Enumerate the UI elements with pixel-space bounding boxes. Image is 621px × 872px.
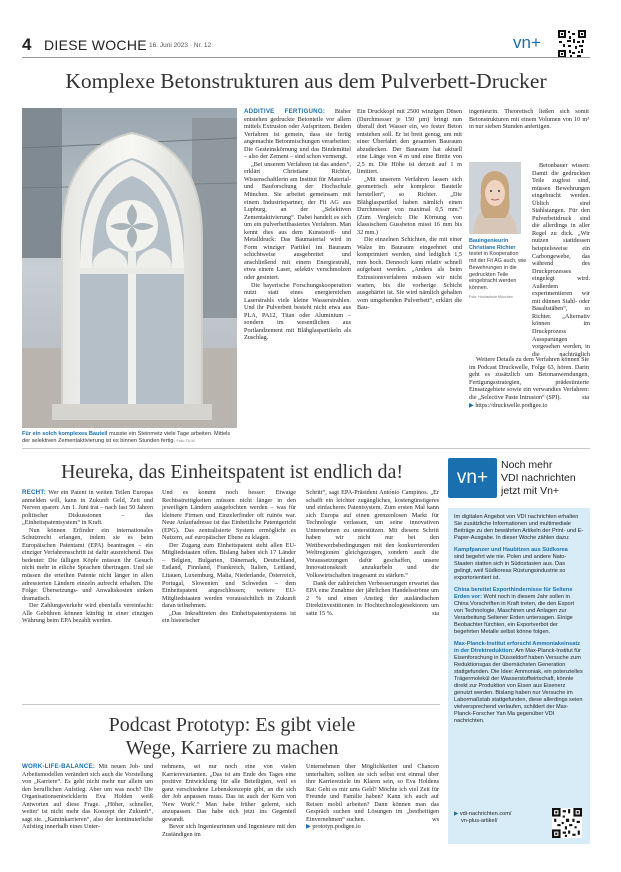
portrait-caption-text: testet in Kooperation mit der Fit AG auch, wie Bewehrungen in die gedruckten Teile eingebracht werden können. xyxy=(469,251,527,291)
sidebar-logo: vn+ xyxy=(456,467,489,488)
caption-lead: Für ein solch komplexes Bauteil xyxy=(22,431,108,437)
sidebar-item-1-text: sind begehrt wie nie. Polen und andere Nato-Staaten statten sich in Südostasien aus. Das gelingt, weil Südkoreas Rüstungsindustrie so exportorientiert ist. xyxy=(454,554,567,581)
sidebar-link-line2: vn-plus-artikel/ xyxy=(461,818,498,824)
sidebar-title-line1: Noch mehr xyxy=(501,459,553,471)
article1-col3-p1: ingenieurin. Theoretisch ließen sich somit Betonstrukturen mit einem Volumen von 10 m³ in nur sieben Stunden anfertigen. xyxy=(469,108,589,131)
article2-col2-p1: Und es kommt noch besser: Etwaige Rechtsstreitigkeiten müssen nicht länger in den jeweiligen Ländern ausgefochten werden – was für kleinere Firmen und Einzelerfinder oft ruinös war. Neue Anlaufadresse ist das Einheitliche Patentgericht (EPG). Das zentralisierte System ermöglicht es Nutzern, auf europäischer Ebene zu klagen. xyxy=(162,489,296,542)
article2-column3 xyxy=(306,489,439,617)
article1-col3-p3-text: Weitere Details zu dem Verfahren können Sie im Podcast Druckwelle, Folge 63, hören. Darin geht es zusätzlich um Betonanwendungen, Fertigungsstrategien, prädestinierte Einsatzgebiete sowie ein verwandtes Verfahren: die „Selective Paste Intrusion“ (SPI). xyxy=(469,356,589,401)
article2-kicker: RECHT: xyxy=(22,489,46,496)
article1-column3-bottom xyxy=(469,356,589,410)
sidebar-link[interactable] xyxy=(454,811,511,825)
article2-bottom-rule xyxy=(22,704,440,705)
article1-col2-p1: Ein Druckkopf mit 2500 winzigen Düsen (Durchmesser je 150 µm) bringt nun überall dort Wasser ein, wo fester Beton entstehen soll. Er ist breit genug, um mit einer Überfahrt den gesamten Bauraum abzudecken. Der Bauraum hat aktuell eine Länge von 4 m und eine Breite von 2,5 m. Die Höhe ist derzeit auf 1 m limitiert. xyxy=(357,108,462,176)
article1-col3-p2: Betonbauer wissen: Damit die gedruckten Teile zugfest sind, müssen Bewehrungen eingebracht werden. Üblich sind Stahlstangen. Für den Pulverbettdruck sind die allerdings in aller Regel zu dick. „Wir nutzen stattdessen beispielsweise ein Carbongewebe, das während des Druckprozesses eingelegt wird. Außerdem experimentieren wir mit dünnen Stahl- oder Basaltstäben“, so Richter. „Alternativ können im Druckprozess Aussparungen vorgesehen werden, in die nachträglich xyxy=(532,162,590,358)
sidebar-item-2-title: China bereitet Exporthindernisse für Seltene Erden vor: xyxy=(454,587,573,600)
article3-col3-p1-wrap xyxy=(306,763,439,823)
prototyp-link[interactable] xyxy=(306,823,439,831)
sidebar-panel xyxy=(448,508,590,844)
article1-col2-p3: Die einzelnen Schichten, die mit einer Walze im Bauraum eingeebnet und komprimiert werden, sind lediglich 1,5 mm hoch. Dennoch kann relativ schnell aufgebaut werden. „Anders als beim Extrusionsverfahren müssen wir nicht warten, bis die vorherige Schicht ausgehärtet ist. Sie wird nämlich gehalten vom umgebenden Pulverbett“, erklärt die Bau- xyxy=(357,236,462,312)
sidebar-item-3-text: Am Max-Planck-Institut für Eisenforschung in Düsseldorf haben Versuche zum Reduktionsgas der übernächsten Generation stattgefunden. Die Idee: Ammoniak, ein potenzielles Trägermolekül der Wasserstoffwirtschaft, könnte direkt zur Produktion von Eisen aus Eisenerz genutzt werden. Bislang haben nur Versuche im Labormaßstab stattgefunden, diese allerdings seien vielversprechend verlaufen, schildert der Max-Planck-Forscher Yan Ma gegenüber VDI nachrichten. xyxy=(454,648,583,724)
arrow-link-icon: ▶ xyxy=(454,811,460,817)
portrait-credit: Foto: Hochschule München xyxy=(469,294,513,299)
article1-col3-p3 xyxy=(469,356,589,401)
qr-code-header[interactable] xyxy=(558,30,586,58)
article2-col1-p3: Der Zahlungsverkehr wird ebenfalls vereinfacht: Alle Gebühren können künftig in einer einzigen Währung beim EPA bezahlt werden. xyxy=(22,602,153,625)
article1-column3-wrap xyxy=(532,162,590,358)
article1-col2-p2: „Mit unserem Verfahren lassen sich geometrisch sehr komplexe Bauteile herstellen“, so Richter. „Die Blähglaspartikel haben nämlich einen Durchmesser von maximal 0,5 mm.“ (Zum Vergleich: Die Körnung von klassischem Gussbeton misst 16 mm bis 32 mm.) xyxy=(357,175,462,236)
article1-column1 xyxy=(244,108,351,342)
vn-plus-logo: vn+ xyxy=(513,33,541,52)
qr-code-sidebar[interactable] xyxy=(552,808,582,838)
sidebar-item-1[interactable] xyxy=(454,547,584,582)
article1-signature: sta xyxy=(582,393,589,401)
article2-signature: sta xyxy=(432,609,439,617)
article2-col3-p1: Schritt“, sagt EPA-Präsident António Campinos. „Er schafft ein leichter zugängliches, kostengünstigeres und einfacheres Patentsystem. Zum ersten Mal kann sich Europa auf einen grenzenlosen Markt für Technologie verlassen, um seine innovativen Unternehmen zu unterstützen. Mit diesem Schritt haben wir nicht nur bei den Wettbewerbsbedingungen mit den konkurrierenden Weltregionen gleichgezogen, sondern auch die Voraussetzungen dafür geschaffen, unsere Innovationskraft anzukurbeln und die Volkswirtschaften insgesamt zu stärken.“ xyxy=(306,489,439,580)
article3-column1 xyxy=(22,763,153,831)
arrow-link-icon: ▶ xyxy=(306,823,313,831)
article3-col1-p1: Mit neuen Job- und Arbeitsmodellen verändert sich auch die Vorstellung von „Karriere“. Es geht nicht mehr nur allein um den beruflichen Aufstieg. Aber um was noch? Die Organisationsentwicklerin Eva Holden weiß Antworten auf diese Frage. „Höher, schneller, weiter' ist nicht mehr das Konzept der Zukunft“, sagt sie. „Kaminkarrieren“, also der kontinuierliche Aufstieg innerhalb eines Unter- xyxy=(22,763,153,831)
article3-headline-line2: Wege, Karriere zu machen xyxy=(125,737,339,759)
article3-col2-p2: Bevor sich Ingenieurinnen und Ingenieure mit den Zuständigen im xyxy=(162,823,296,838)
sidebar-item-2[interactable] xyxy=(454,587,584,636)
sidebar-item-3-title: Max-Planck-Institut erforscht Ammoniakeinsatz in der Direktreduktion: xyxy=(454,641,580,654)
sidebar-title-line2: VDI nachrichten xyxy=(501,472,576,484)
portrait-caption xyxy=(469,238,527,300)
article2-headline: Heureka, das Einheitspatent ist endlich da! xyxy=(60,461,404,483)
article3-col3-p1: Unternehmen über Möglichkeiten und Chancen unterhalten, sollten sie sich selbst erst einmal über ihre Karriereziele im Klaren sein, so Eva Holdens Rat: Geht es mir ums Geld? Möchte ich viel Zeit für Freunde und Familie haben? Kann ich auch auf Reisen mobil arbeiten? Dann können man das Gespräch suchen und Lösungen im „bestbeitigen Einvernehmen“ suchen. xyxy=(306,763,439,823)
article2-col1-p1: Wer ein Patent in weiten Teilen Europas anmelden will, kann in Zukunft Geld, Zeit und Nerven sparen: Am 1. Juni trat – nach fast 50 Jahren politischer Diskussionen – das „Einheitspatentsystem“ in Kraft. xyxy=(22,489,153,527)
portrait-photo xyxy=(469,162,521,234)
article1-column2 xyxy=(357,108,462,312)
article1-col1-p3: Die bayerische Forschungskooperation nutzt statt eines energiereichen Laserstrahls viele kleine Wasserstrahlen. Und ihr Pulverbett besteht nicht etwa aus PLA, PA12, Titan oder Aluminium – sondern im wesentlichen aus Portlandzement mit Blähglaspartikeln als Zuschlag. xyxy=(244,281,351,342)
article2-column2 xyxy=(162,489,296,625)
article3-column3 xyxy=(306,763,439,831)
sidebar-body xyxy=(454,514,584,730)
article3-col2-p1: nehmens, sei nur noch eine von vielen Karrierevarianten. „Das ist am Ende des Tages eine positive Entwicklung für alle Beteiligten, weil es ganz verschiedene Lebenskonzepte gibt, an die sich der Job anpassen muss. Das ist auch der Kern von 'New Work'.“ Man habe früher gelernt, sich anzupassen. Das habe sich jetzt ins Gegenteil gewandt. xyxy=(162,763,296,823)
article2-col1-p2: Nun können Erfinder ein internationales Schutzrecht erlangen, indem sie es beim Europäischen Patentamt (EPA) beantragen – ein einziger Verfahrensschritt ist dafür ausreichend. Das bedeutet: Die fälligen Köpfe müssen ihr Gesuch nicht mehr in etliche Sprachen übertragen. Und sie müssen die erteilten Patente nicht länger in allen adressierten Ländern einzeln aufrecht erhalten. Die Folge: Übersetzungs- und Anwaltskosten sinken dramatisch. xyxy=(22,526,153,602)
article1-column3-top xyxy=(469,108,589,131)
arrow-link-icon: ▶ xyxy=(469,402,476,410)
article1-headline: Komplexe Betonstrukturen aus dem Pulverbett-Drucker xyxy=(65,69,547,93)
article1-col1-p1: Bisher entstehen gedruckte Betonteile vor allem mittels Extrusion oder Aufspritzen. Beiden Verfahren ist gemein, dass sie fertig angemachte Betonmischungen verarbeiten: Die Gesteinskörnung und das Bindemittel – also der Zement – sind schon vermengt. xyxy=(244,108,351,161)
issue-date: 16. Juni 2023 · Nr. 12 xyxy=(149,42,212,49)
article2-col2-p2: Der Zugang zum Einheitspatent steht allen EU-Mitgliedstaaten offen. Bislang haben sich 17 Länder – Belgien, Bulgarien, Dänemark, Deutschland, Estland, Finnland, Frankreich, Italien, Lettland, Litauen, Luxemburg, Malta, Niederlande, Österreich, Portugal, Slowenien und Schweden – dem Einheitspatent angeschlossen; weitere EU-Mitgliedstaaten werden voraussichtlich in Zukunft daran teilnehmen. xyxy=(162,541,296,610)
sidebar-item-2-text: Wohl noch in diesem Jahr sollen in China Vorschriften in Kraft treten, die den Export von Technologie, Maschinen und Anlagen zur Verarbeitung Seltener Erden untersagen. Einige Beobachter fürchten, ein Exportverbot der begehrten Metalle selbst könne folgen. xyxy=(454,594,575,635)
article1-kicker: ADDITIVE FERTIGUNG: xyxy=(244,108,326,115)
section-title: DIESE WOCHE xyxy=(44,37,147,53)
article3-kicker: WORK-LIFE-BALANCE: xyxy=(22,763,96,770)
article2-col2-p3: „Das Inkrafttreten des Einheitspatentsystems ist ein historischer xyxy=(162,609,296,625)
article3-headline-line1: Podcast Prototyp: Es gibt viele xyxy=(108,714,356,736)
prototyp-link-text: prototyp.podigee.io xyxy=(312,823,361,831)
article2-column1 xyxy=(22,489,153,625)
article3-signature: ws xyxy=(432,815,439,823)
article2-col3-p2: Dank der zahlreichen Verbesserungen erwartet das EPA eine Zunahme der jährlichen Handelsströme um 2 % und einen Anstieg der ausländischen Direktinvestitionen in Hochtechnologiesektoren um satte 15 %. xyxy=(306,579,439,617)
sidebar-intro: Im digitalen Angebot von VDI nachrichten erhalten Sie zusätzliche Informationen und multimediale Beiträge zu den bewährten Artikeln der Print- und E-Paper-Ausgabe. In dieser Woche zählen dazu: xyxy=(454,514,584,541)
article1-photo-caption xyxy=(22,431,237,445)
article1-photo xyxy=(22,108,237,428)
podcast-link-text: https://druckwelle.podigee.io xyxy=(475,402,548,410)
article1-col1-p2: „Bei unserem Verfahren ist das anders“, erklärt Christiane Richter, Wissenschaftlerin am Institut für Material- und Bauforschung der Hochschule München. Sie arbeitet gemeinsam mit einem Industriepartner, der Fit AG aus Lupburg, an der „Selektiven Zementaktivierung“. Dabei handelt es sich um ein pulverbettbasiertes Verfahren. Man kennt dies aus dem Kunststoff- und Metalldruck: Das Baumaterial wird in Form winziger Partikel im Bauraum schichtweise ausgebreitet und anschließend mit einem Energiestrahl, etwa einem Laser, selektiv verschmolzen oder gesintert. xyxy=(244,160,351,282)
page-number: 4 xyxy=(22,35,32,54)
sidebar-logo-tile xyxy=(448,458,497,498)
article3-headline xyxy=(22,714,442,760)
article3-column2 xyxy=(162,763,296,838)
photo-credit: Foto: TU M xyxy=(176,439,195,443)
sidebar-item-1-title: Kampfpanzer und Haubitzen aus Südkorea xyxy=(454,547,568,553)
sidebar-title xyxy=(501,459,591,498)
vn-plus-sidebar xyxy=(448,448,590,844)
sidebar-link-line1: vdi-nachrichten.com/ xyxy=(459,811,512,817)
portrait-caption-lead: Bauingenieurin Christiane Richter xyxy=(469,238,516,251)
sidebar-title-line3: jetzt mit Vn+ xyxy=(501,485,560,497)
podcast-link[interactable] xyxy=(469,402,589,410)
caption-text: musste ein Steinmetz viele Tage arbeiten. Mittels der selektiven Zementaktivierung ist es binnen Stunden fertig. xyxy=(22,431,231,444)
article2-col3-p2-wrap xyxy=(306,580,439,618)
sidebar-item-3[interactable] xyxy=(454,641,584,725)
header-rule xyxy=(22,57,590,58)
